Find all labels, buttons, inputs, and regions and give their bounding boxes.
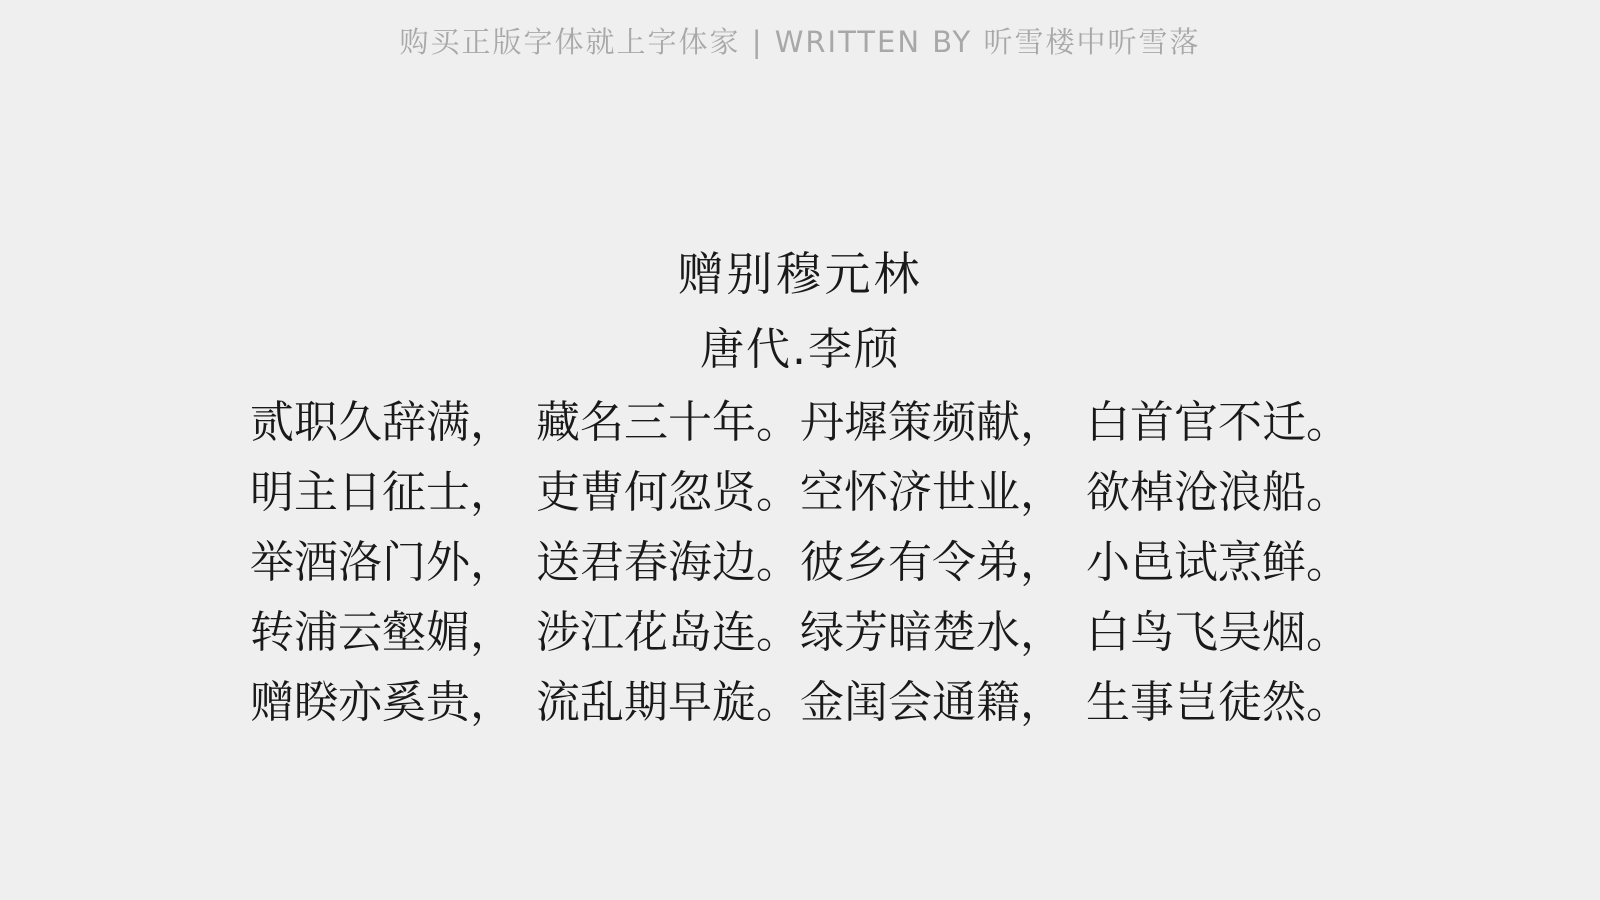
poem-title: 赠别穆元林: [677, 247, 923, 301]
poem-line: 转浦云壑媚， 涉江花岛连。绿芳暗楚水， 白鸟飞吴烟。: [250, 607, 1350, 658]
poem-line: 贰职久辞满， 藏名三十年。丹墀策频献， 白首官不迁。: [250, 397, 1350, 448]
poem-line: 赠睽亦奚贵， 流乱期早旋。金闺会通籍， 生事岂徒然。: [250, 677, 1350, 728]
poem-lines: [0, 388, 1600, 738]
watermark-text: 购买正版字体就上字体家 | WRITTEN BY 听雪楼中听雪落: [399, 25, 1201, 59]
poem-author: 唐代.李颀: [700, 324, 900, 375]
poem-line: 举酒洛门外， 送君春海边。彼乡有令弟， 小邑试烹鲜。: [250, 537, 1350, 588]
poem-line: 明主日征士， 吏曹何忽贤。空怀济世业， 欲棹沧浪船。: [250, 467, 1350, 518]
